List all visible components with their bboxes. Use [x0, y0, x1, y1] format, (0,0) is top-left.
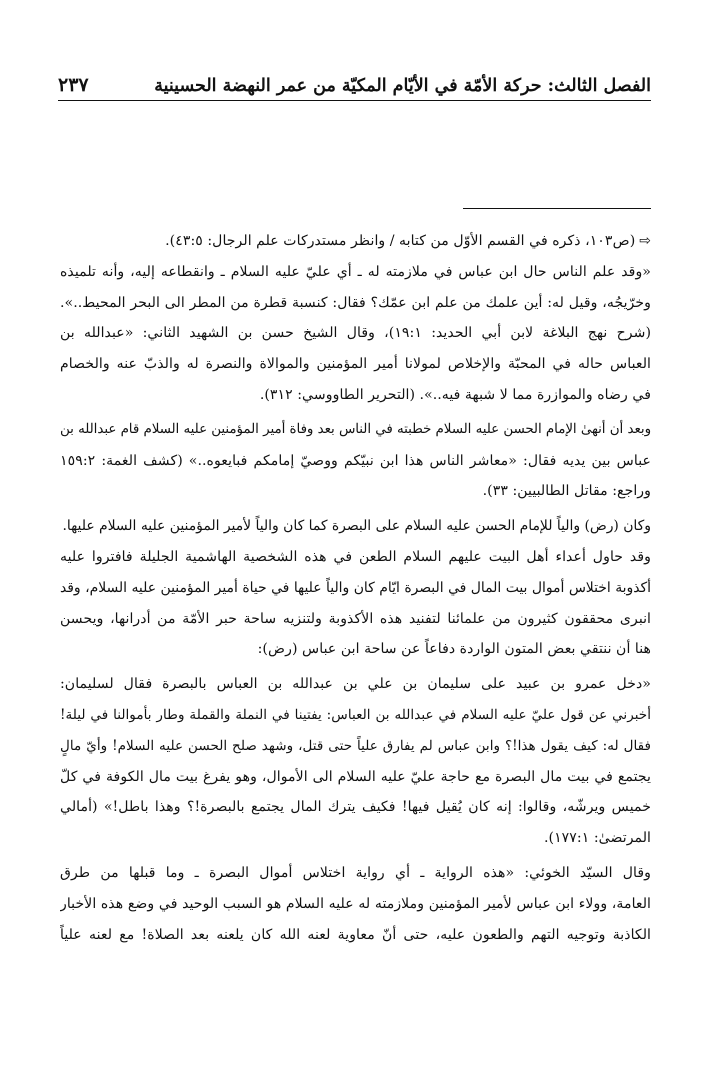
footnote-paragraph	[60, 858, 651, 950]
footnote-separator	[463, 208, 651, 209]
text-line: خميس ويرشّه، وقالوا: إنه كان يُقيل فيها! فكيف يترك المال يجتمع بالبصرة!؟ وهذا باطل!» (أمالي	[60, 799, 651, 816]
text-line: يجتمع في بيت مال البصرة مع حاجة عليّ عليه السلام الى الأموال، وهو يفرغ بيت مال الكوفة في كلّ	[60, 768, 651, 785]
text-line: العباس حاله في المحبّة والإخلاص لمولانا أمير المؤمنين والموالاة والنصرة له والذبّ عنه والخصام	[60, 356, 651, 373]
continuation-arrow-icon: ⇨	[639, 233, 651, 249]
text-line: «وقد علم الناس حال ابن عباس في ملازمته له ـ أي عليّ عليه السلام ـ وانقطاعه إليه، وأنه تلميذه	[60, 263, 651, 280]
text-line: المرتضىٰ: ١٧٧:١).	[544, 830, 651, 847]
text-line: وقد حاول أعداء أهل البيت عليهم السلام الطعن في هذه الشخصية الهاشمية الجليلة فافتروا عليه	[60, 548, 651, 565]
text-line: وراجع: مقاتل الطالبيين: ٣٣).	[482, 483, 651, 500]
footnote-quote	[60, 669, 651, 854]
footnotes-section	[60, 226, 651, 950]
text-line: «دخل عمرو بن عبيد على سليمان بن علي بن عبدالله بن العباس بالبصرة فقال لسليمان:	[60, 676, 651, 693]
text-line: فقال له: كيف يقول هذا!؟ وابن عباس لم يفارق علياً حتى قتل، وشهد صلح الحسن عليه السلام! وأيّ مالٍ	[60, 737, 651, 754]
text-line: وكان (رض) والياً للإمام الحسن عليه السلام على البصرة كما كان والياً لأمير المؤمنين عليه السلام عليها.	[62, 518, 651, 535]
header-rule	[58, 100, 651, 101]
text-line: هنا أن ننتقي بعض المتون الواردة دفاعاً عن ساحة ابن عباس (رض):	[257, 641, 651, 658]
text-line: أخبرني عن قول عليّ عليه السلام في عبدالله بن العباس: يفتينا في النملة والقملة وطار بأموالنا في ليلة!	[60, 706, 651, 723]
text-line: ⇨(ص١٠٣، ذكره في القسم الأوّل من كتابه / وانظر مستدركات علم الرجال: ٤٣:٥).	[165, 233, 651, 249]
footnote-paragraph	[60, 257, 651, 411]
chapter-title: الفصل الثالث: حركة الأمّة في الأيّام المكيّة من عمر النهضة الحسينية	[154, 76, 651, 96]
text-line: وبعد أن أنهىٰ الإمام الحسن عليه السلام خطبته في الناس بعد وفاة أمير المؤمنين عليه السلام قام عبدالله بن	[60, 421, 651, 437]
text-line: وخرّيجُه، وقيل له: أين علمك من علم ابن عمّك؟ فقال: كنسبة قطرة من المطر الى البحر المحيط..».	[60, 294, 651, 311]
text-line: (شرح نهج البلاغة لابن أبي الحديد: ١٩:١)، وقال الشيخ حسن بن الشهيد الثاني: «عبدالله بن	[60, 325, 651, 342]
page-number: ٢٣٧	[58, 74, 89, 96]
text-line: عباس بين يديه فقال: «معاشر الناس هذا ابن نبيّكم ووصيّ إمامكم فبايعوه..» (كشف الغمة: ١٥٩:٢	[60, 452, 651, 469]
text-line: الكاذبة وتوجيه التهم والطعون عليه، حتى أنّ معاوية لعنه الله كان يلعنه بعد الصلاة! مع لعنه علياً	[60, 926, 651, 943]
footnote-paragraph	[60, 542, 651, 665]
footnote-paragraph	[60, 511, 651, 542]
text-line: وقال السيّد الخوئي: «هذه الرواية ـ أي رواية اختلاس أموال البصرة ـ وما قبلها من طرق	[60, 864, 651, 881]
footnote-continuation	[60, 226, 651, 257]
text-line: أكذوبة اختلاس أموال بيت المال في البصرة ايّام كان والياً عليها في حياة أمير المؤمنين عليه السلام، وقد	[60, 579, 651, 596]
footnote-paragraph	[60, 415, 651, 507]
text-line: العامة، وولاء ابن عباس لأمير المؤمنين وملازمته له عليه السلام هو السبب الوحيد في وضع هذه الأخبار	[60, 895, 651, 912]
text-line: في رضاه والموازرة مما لا شبهة فيه..». (التحرير الطاووسي: ٣١٢).	[259, 386, 651, 403]
text-line: انبرى محققون كثيرون من علمائنا لتفنيد هذه الأكذوبة ولتنزيه ساحة حبر الأمّة من أدرانها، ويحسن	[60, 610, 651, 627]
running-header	[58, 62, 651, 96]
